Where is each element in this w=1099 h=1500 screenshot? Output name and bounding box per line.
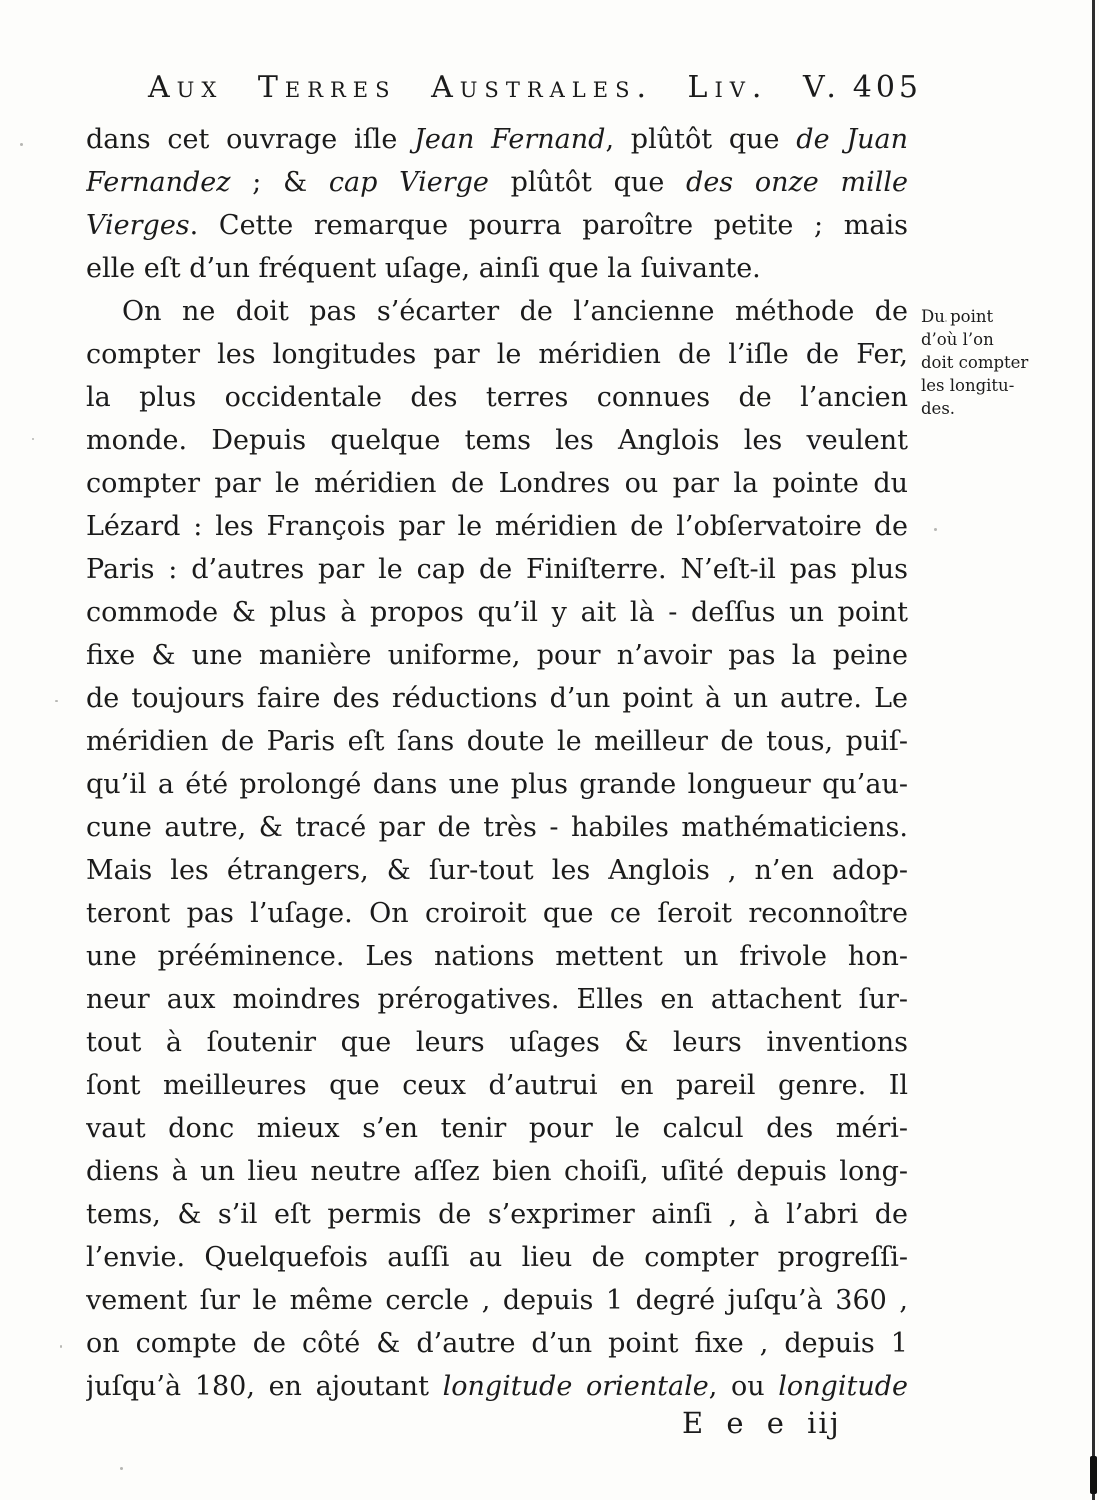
- body-segment-italic: Vierges: [86, 210, 190, 241]
- body-line: [86, 161, 908, 204]
- body-segment: tems, & s’il eſt permis de s’exprimer ainſi , à l’abri de: [86, 1199, 908, 1230]
- body-line: [86, 462, 908, 505]
- body-segment: ; &: [230, 167, 329, 198]
- body-line: [86, 247, 908, 290]
- margin-note-line: d’où l’on: [921, 330, 994, 349]
- body-line: [86, 720, 908, 763]
- scan-speck: [32, 438, 34, 440]
- scan-speck: [120, 1467, 123, 1470]
- body-segment: teront pas l’uſage. On croiroit que ce ſeroit reconnoître: [86, 898, 908, 929]
- scan-edge-artifact: [1092, 0, 1095, 1500]
- body-segment: dans cet ouvrage iſle: [86, 124, 415, 155]
- body-segment: méridien de Paris eſt ſans doute le meilleur de tous, puiſ-: [86, 726, 908, 757]
- body-segment: Mais les étrangers, & ſur-tout les Anglois , n’en adop-: [86, 855, 908, 886]
- body-line: [86, 978, 908, 1021]
- body-segment: . Cette remarque pourra paroître petite ; mais: [189, 210, 908, 241]
- body-segment: qu’il a été prolongé dans une plus grande longueur qu’au-: [86, 769, 908, 800]
- scan-speck: [55, 700, 58, 702]
- body-line: [86, 806, 908, 849]
- scan-speck: [934, 528, 937, 531]
- body-line: [86, 1279, 908, 1322]
- body-line: [86, 419, 908, 462]
- body-segment: juſqu’à 180, en ajoutant: [86, 1371, 443, 1402]
- body-segment: monde. Depuis quelque tems les Anglois les veulent: [86, 425, 908, 456]
- scan-speck: [60, 1345, 62, 1348]
- body-line: [86, 333, 908, 376]
- page-number: 405: [852, 70, 922, 105]
- body-segment: diens à un lieu neutre aſſez bien choiſi, uſité depuis long-: [86, 1156, 908, 1187]
- body-line: [86, 118, 908, 161]
- body-segment: compter par le méridien de Londres ou par la pointe du: [86, 468, 908, 499]
- body-segment: cune autre, & tracé par de très - habiles mathématiciens.: [86, 812, 908, 843]
- body-segment: , ou: [708, 1371, 779, 1402]
- signature-mark: E e e iij: [682, 1406, 841, 1440]
- body-segment: Lézard : les François par le méridien de l’obſervatoire de: [86, 511, 908, 542]
- body-segment: l’envie. Quelquefois auſſi au lieu de compter progreſſi-: [86, 1242, 908, 1273]
- body-line: [86, 204, 908, 247]
- body-line: [86, 1064, 908, 1107]
- body-line: [86, 1322, 908, 1365]
- body-line: [86, 505, 908, 548]
- body-segment: compter les longitudes par le méridien de l’iſle de Fer,: [86, 339, 908, 370]
- margin-note: [921, 305, 1049, 420]
- body-line: [86, 1021, 908, 1064]
- margin-note-line: Du point: [921, 307, 994, 326]
- body-segment-italic: Jean Fernand: [414, 124, 606, 155]
- body-segment: commode & plus à propos qu’il y ait là - deſſus un point: [86, 597, 908, 628]
- body-segment: la plus occidentale des terres connues de l’ancien: [86, 382, 908, 413]
- body-segment: tout à ſoutenir que leurs uſages & leurs inventions: [86, 1027, 908, 1058]
- body-segment: une prééminence. Les nations mettent un frivole hon-: [86, 941, 908, 972]
- body-line: [86, 763, 908, 806]
- body-text: [86, 118, 908, 1408]
- margin-note-line: les longitu-: [921, 376, 1015, 395]
- body-segment: fixe & une manière uniforme, pour n’avoir pas la peine: [86, 640, 908, 671]
- scan-speck: [20, 143, 23, 146]
- body-segment: Paris : d’autres par le cap de Finiſterre. N’eſt-il pas plus: [86, 554, 908, 585]
- body-line: [86, 376, 908, 419]
- body-segment: ſont meilleures que ceux d’autrui en pareil genre. Il: [86, 1070, 908, 1101]
- body-line: [86, 290, 908, 333]
- body-line: [86, 1365, 908, 1408]
- scan-corner-artifact: [1090, 1456, 1097, 1494]
- body-line: [86, 1236, 908, 1279]
- body-segment: neur aux moindres prérogatives. Elles en attachent ſur-: [86, 984, 908, 1015]
- body-segment: vaut donc mieux s’en tenir pour le calcul des méri-: [86, 1113, 908, 1144]
- page-header: [148, 70, 922, 105]
- margin-note-line: des.: [921, 399, 956, 418]
- body-line: [86, 1193, 908, 1236]
- body-line: [86, 677, 908, 720]
- body-line: [86, 1150, 908, 1193]
- body-segment: On ne doit pas s’écarter de l’ancienne méthode de: [122, 296, 908, 327]
- body-segment-italic: longitude orientale: [442, 1371, 709, 1402]
- body-segment-italic: cap Vierge: [328, 167, 489, 198]
- body-line: [86, 1107, 908, 1150]
- body-segment-italic: de Juan: [796, 124, 908, 155]
- body-line: [86, 634, 908, 677]
- body-line: [86, 591, 908, 634]
- body-segment: , plûtôt que: [605, 124, 797, 155]
- body-segment-italic: des onze mille: [686, 167, 908, 198]
- body-segment: plûtôt que: [488, 167, 687, 198]
- body-segment-italic: Fernandez: [86, 167, 231, 198]
- body-line: [86, 935, 908, 978]
- body-segment: de toujours faire des réductions d’un point à un autre. Le: [86, 683, 908, 714]
- running-title: Aux Terres Australes. Liv. V.: [148, 70, 843, 105]
- margin-note-line: doit compter: [921, 353, 1029, 372]
- body-segment: on compte de côté & d’autre d’un point fixe , depuis 1: [86, 1328, 908, 1359]
- body-line: [86, 892, 908, 935]
- body-segment: vement ſur le même cercle , depuis 1 degré juſqu’à 360 ,: [86, 1285, 908, 1316]
- body-line: [86, 548, 908, 591]
- body-line: [86, 849, 908, 892]
- scan-speck: [945, 320, 947, 322]
- body-segment-italic: longitude: [778, 1371, 908, 1402]
- body-segment: elle eſt d’un fréquent uſage, ainſi que la ſuivante.: [86, 253, 761, 284]
